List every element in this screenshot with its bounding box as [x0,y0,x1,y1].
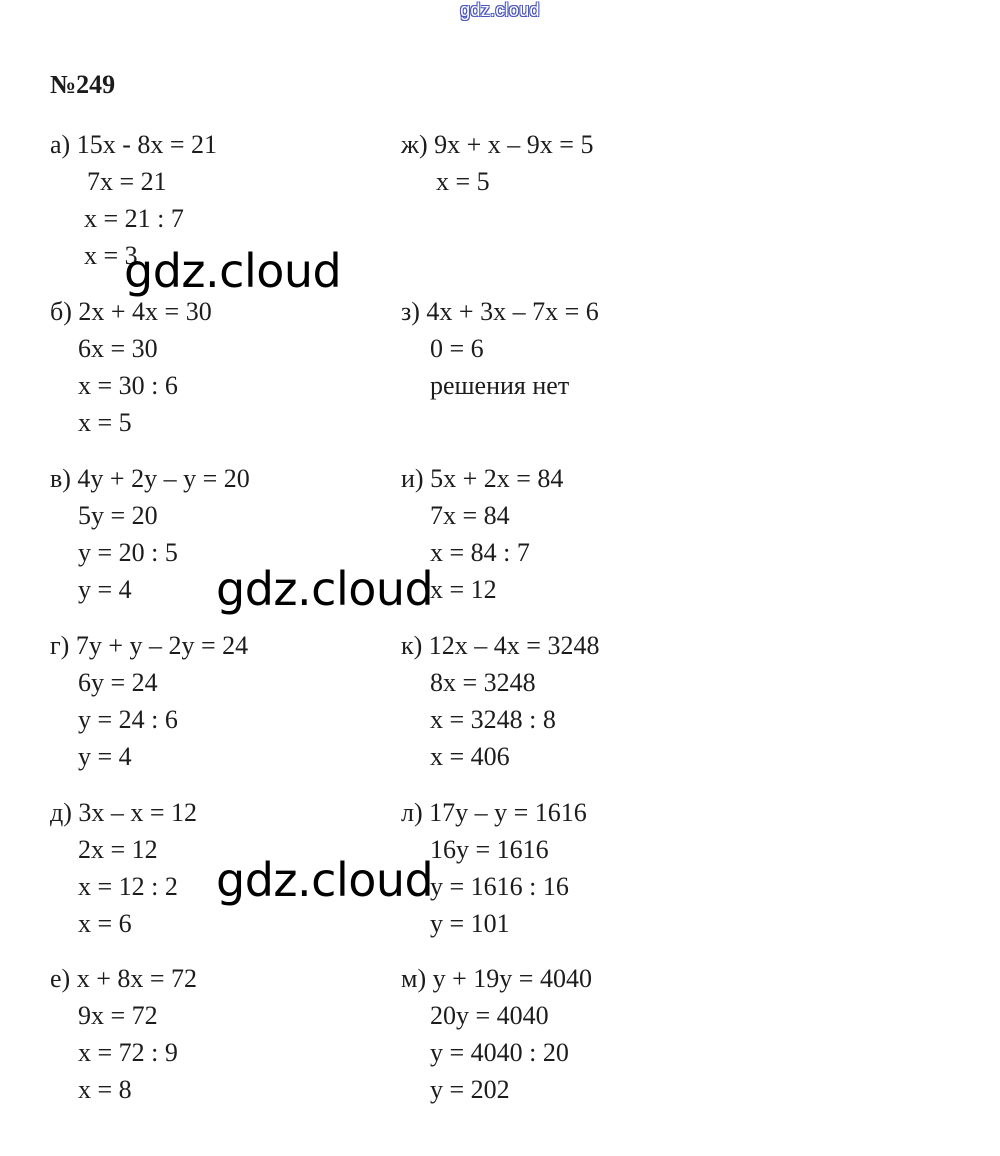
answer-line: х = 12 [430,575,497,604]
equation-line: д) 3х – х = 12 [50,798,198,827]
step-line: у = 1616 : 16 [430,872,569,901]
step-line: 7х = 84 [430,501,510,530]
step-line: х = 84 : 7 [430,538,530,567]
step-line: 7х = 21 [87,167,167,196]
answer-line: х = 3 [84,241,138,270]
watermark: gdz.cloud [124,244,342,298]
answer-line: х = 5 [78,408,132,437]
step-line: х = 72 : 9 [78,1038,178,1067]
watermark: gdz.cloud [216,562,434,616]
equation-line: к) 12х – 4х = 3248 [401,631,600,660]
answer-line: у = 101 [430,909,510,938]
equation-line: м) у + 19у = 4040 [401,964,592,993]
watermark: gdz.cloud [216,853,434,907]
equation-line: л) 17у – у = 1616 [401,798,587,827]
step-line: х = 30 : 6 [78,371,178,400]
step-line: 16у = 1616 [430,835,549,864]
step-line: х = 21 : 7 [84,204,184,233]
answer-line: х = 6 [78,909,132,938]
step-line: у = 24 : 6 [78,705,178,734]
step-line: 0 = 6 [430,334,484,363]
step-line: х = 3248 : 8 [430,705,556,734]
step-line: 8х = 3248 [430,668,536,697]
equation-line: е) х + 8х = 72 [50,964,198,993]
answer-line: х = 406 [430,742,510,771]
equation-line: и) 5х + 2х = 84 [401,464,564,493]
equation-line: а) 15х - 8х = 21 [50,130,218,159]
step-line: 6у = 24 [78,668,158,697]
step-line: у = 4040 : 20 [430,1038,569,1067]
answer-line: х = 8 [78,1075,132,1104]
equation-line: в) 4у + 2у – у = 20 [50,464,250,493]
top-watermark: gdz.cloud [460,0,540,20]
step-line: 9х = 72 [78,1001,158,1030]
equation-line: з) 4х + 3х – 7х = 6 [401,297,599,326]
step-line: 20у = 4040 [430,1001,549,1030]
problem-number: №249 [50,70,116,99]
answer-line: х = 5 [436,167,490,196]
equation-line: г) 7у + у – 2у = 24 [50,631,249,660]
equation-line: б) 2х + 4х = 30 [50,297,212,326]
answer-line: у = 4 [78,575,132,604]
step-line: 2х = 12 [78,835,158,864]
equation-line: ж) 9х + х – 9х = 5 [401,130,594,159]
step-line: 6х = 30 [78,334,158,363]
answer-line: решения нет [430,371,570,400]
step-line: у = 20 : 5 [78,538,178,567]
answer-line: у = 4 [78,742,132,771]
step-line: 5у = 20 [78,501,158,530]
step-line: х = 12 : 2 [78,872,178,901]
answer-line: у = 202 [430,1075,510,1104]
